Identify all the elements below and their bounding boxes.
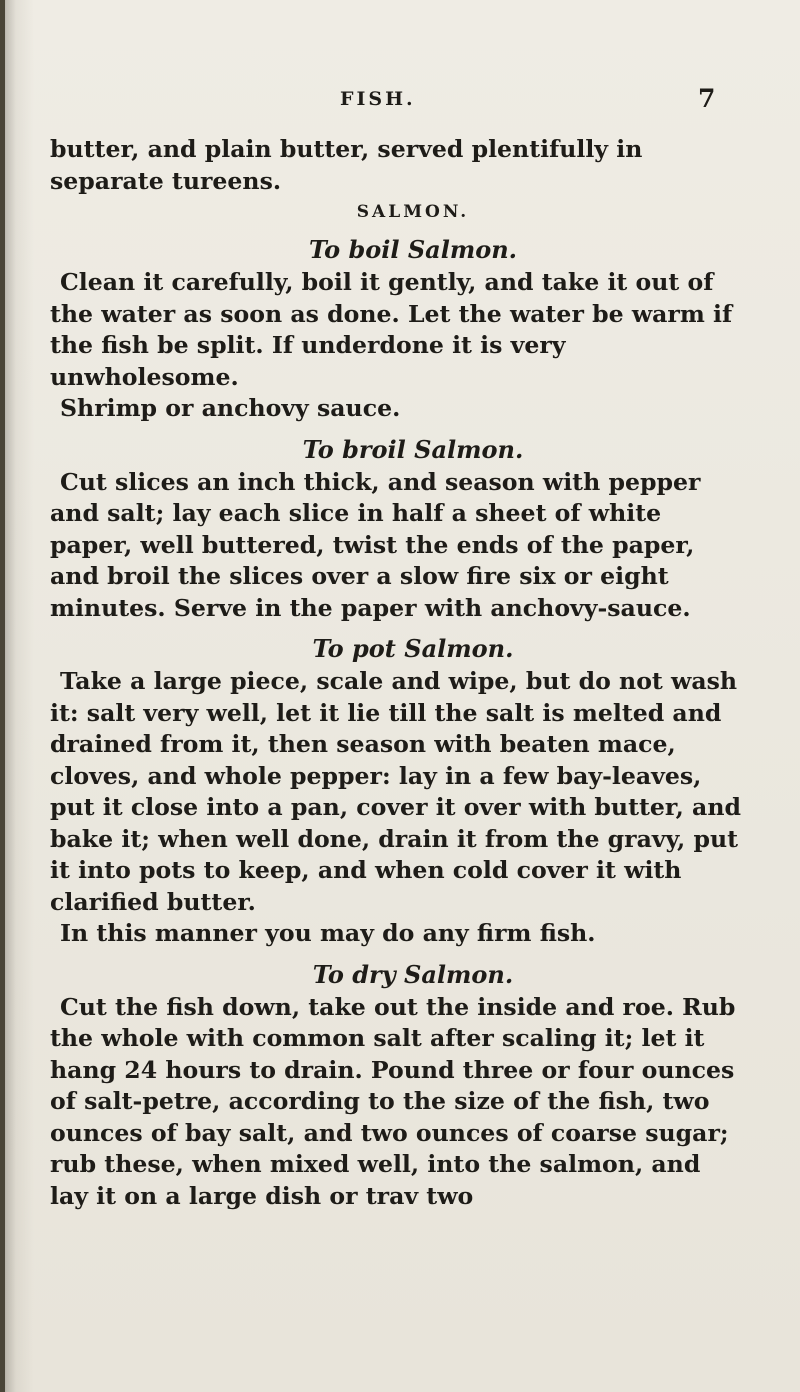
recipe-paragraph: In this manner you may do any firm fish. bbox=[60, 919, 596, 947]
recipe-paragraph: Cut slices an inch thick, and season with pepper and salt; lay each slice in half a sheet of white paper, well buttered, twist the ends of the paper, and broil the slices over a slow fire six or eight minutes. Serve in the paper with anchovy-sauce. bbox=[50, 467, 701, 622]
recipe-paragraph: Shrimp or anchovy sauce. bbox=[60, 394, 401, 422]
running-head bbox=[0, 84, 800, 114]
section-heading: SALMON. bbox=[356, 202, 470, 222]
page-body bbox=[50, 134, 746, 1212]
recipe-paragraph: Clean it carefully, boil it gently, and take it out of the water as soon as done. Let the water be warm if the fish be split. If underdone it is very unwholesome. bbox=[50, 268, 733, 391]
recipe-title-pot: To pot Salmon. bbox=[312, 634, 514, 663]
page-number: 7 bbox=[698, 84, 716, 113]
continued-paragraph: butter, and plain butter, served plentifully in separate tureens. bbox=[50, 135, 643, 195]
recipe-paragraph: Take a large piece, scale and wipe, but do not wash it: salt very well, let it lie till the salt is melted and drained from it, then season with beaten mace, cloves, and whole pepper: lay in a few bay-leaves, put it close into a pan, cover it over with butter, and bake it; when well done, drain it from the gravy, put it into pots to keep, and when cold cover it with clarified butter. bbox=[50, 667, 741, 916]
recipe-title-broil: To broil Salmon. bbox=[302, 434, 524, 464]
running-title: FISH. bbox=[340, 88, 416, 110]
recipe-title-boil: To boil Salmon. bbox=[308, 235, 518, 264]
recipe-paragraph: Cut the fish down, take out the inside and roe. Rub the whole with common salt after scaling it; let it hang 24 hours to drain. Pound three or four ounces of salt-petre, according to the size of the fish, two ounces of bay salt, and two ounces of coarse sugar; rub these, when mixed well, into the salmon, and lay it on a large dish or trav two bbox=[50, 992, 736, 1210]
page-gutter-shadow bbox=[0, 0, 5, 1392]
recipe-title-dry: To dry Salmon. bbox=[312, 959, 514, 989]
